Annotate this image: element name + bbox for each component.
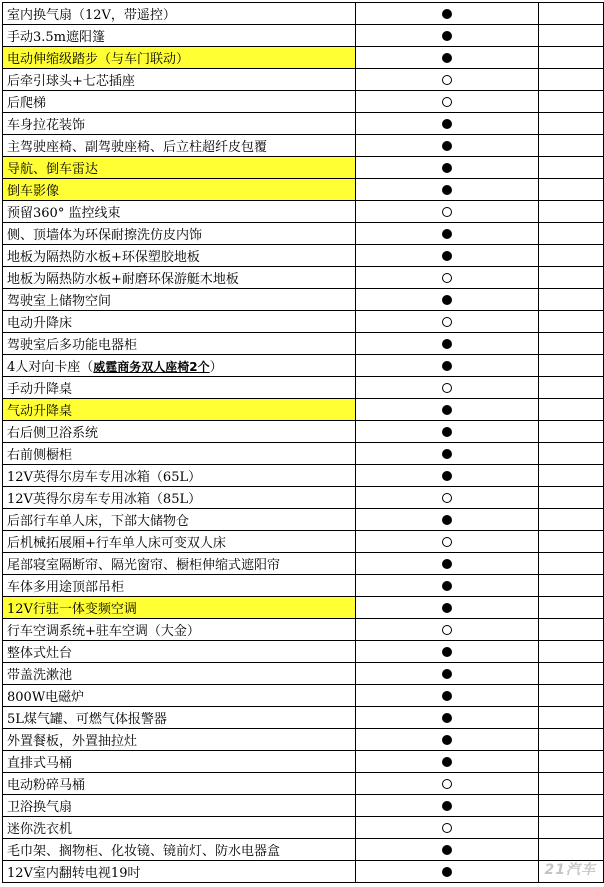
table-row	[3, 817, 604, 839]
empty-cell	[539, 25, 604, 47]
feature-text: 地板为隔热防水板+环保塑胶地板	[7, 250, 200, 265]
table-row	[3, 773, 604, 795]
availability-cell	[356, 157, 539, 179]
optional-circle-icon	[442, 317, 452, 327]
feature-label	[3, 289, 356, 311]
feature-text: 后牵引球头+七芯插座	[7, 74, 135, 89]
feature-label	[3, 663, 356, 685]
feature-label	[3, 223, 356, 245]
optional-circle-icon	[442, 383, 452, 393]
table-row	[3, 289, 604, 311]
feature-text: 毛巾架、搁物柜、化妆镜、镜前灯、防水电器盒	[7, 844, 281, 859]
table-row	[3, 135, 604, 157]
availability-cell	[356, 267, 539, 289]
availability-cell	[356, 333, 539, 355]
feature-label	[3, 267, 356, 289]
availability-cell	[356, 245, 539, 267]
table-row	[3, 421, 604, 443]
feature-label	[3, 575, 356, 597]
empty-cell	[539, 509, 604, 531]
availability-cell	[356, 531, 539, 553]
empty-cell	[539, 91, 604, 113]
empty-cell	[539, 575, 604, 597]
feature-label	[3, 157, 356, 179]
standard-dot-icon	[442, 185, 452, 195]
empty-cell	[539, 377, 604, 399]
table-row	[3, 685, 604, 707]
feature-label	[3, 333, 356, 355]
availability-cell	[356, 179, 539, 201]
table-row	[3, 553, 604, 575]
table-row	[3, 47, 604, 69]
standard-dot-icon	[442, 801, 452, 811]
feature-text: 12V室内翻转电视19吋	[7, 866, 141, 881]
feature-text: 5L煤气罐、可燃气体报警器	[7, 712, 167, 727]
table-row	[3, 267, 604, 289]
feature-label	[3, 443, 356, 465]
table-row	[3, 707, 604, 729]
empty-cell	[539, 487, 604, 509]
empty-cell	[539, 443, 604, 465]
empty-cell	[539, 179, 604, 201]
feature-text: 尾部寝室隔断帘、隔光窗帘、橱柜伸缩式遮阳帘	[7, 558, 281, 573]
feature-text: 行车空调系统+驻车空调（大金）	[7, 624, 200, 639]
availability-cell	[356, 641, 539, 663]
feature-label	[3, 465, 356, 487]
feature-text: 车身拉花装饰	[7, 118, 86, 133]
empty-cell	[539, 795, 604, 817]
empty-cell	[539, 553, 604, 575]
empty-cell	[539, 817, 604, 839]
feature-text: 侧、顶墙体为环保耐擦洗仿皮内饰	[7, 228, 203, 243]
table-row	[3, 729, 604, 751]
table-row	[3, 355, 604, 377]
standard-dot-icon	[442, 405, 452, 415]
feature-text: 导航、倒车雷达	[7, 162, 99, 177]
standard-dot-icon	[442, 845, 452, 855]
availability-cell	[356, 355, 539, 377]
availability-cell	[356, 817, 539, 839]
standard-dot-icon	[442, 427, 452, 437]
optional-circle-icon	[442, 75, 452, 85]
table-row	[3, 443, 604, 465]
optional-circle-icon	[442, 273, 452, 283]
empty-cell	[539, 47, 604, 69]
availability-cell	[356, 135, 539, 157]
watermark-logo: 21汽车	[544, 862, 596, 878]
table-row	[3, 575, 604, 597]
feature-label	[3, 135, 356, 157]
availability-cell	[356, 201, 539, 223]
table-row	[3, 333, 604, 355]
availability-cell	[356, 443, 539, 465]
table-row	[3, 179, 604, 201]
feature-text: 800W电磁炉	[7, 690, 85, 705]
feature-label	[3, 399, 356, 421]
feature-label	[3, 553, 356, 575]
empty-cell	[539, 399, 604, 421]
feature-suffix: ）	[209, 360, 223, 375]
optional-circle-icon	[442, 207, 452, 217]
table-row	[3, 157, 604, 179]
feature-text: 右后侧卫浴系统	[7, 426, 99, 441]
feature-text: 电动升降床	[7, 316, 73, 331]
table-row	[3, 663, 604, 685]
standard-dot-icon	[442, 647, 452, 657]
feature-text: 后部行车单人床，下部大储物仓	[7, 514, 190, 529]
feature-label	[3, 311, 356, 333]
standard-dot-icon	[442, 141, 452, 151]
availability-cell	[356, 751, 539, 773]
feature-label	[3, 245, 356, 267]
standard-dot-icon	[442, 53, 452, 63]
standard-dot-icon	[442, 9, 452, 19]
empty-cell	[539, 355, 604, 377]
feature-label	[3, 597, 356, 619]
empty-cell	[539, 113, 604, 135]
feature-label	[3, 25, 356, 47]
standard-dot-icon	[442, 559, 452, 569]
availability-cell	[356, 795, 539, 817]
feature-label	[3, 861, 356, 883]
empty-cell	[539, 289, 604, 311]
feature-text: 气动升降桌	[7, 404, 73, 419]
standard-dot-icon	[442, 339, 452, 349]
table-row	[3, 641, 604, 663]
empty-cell	[539, 531, 604, 553]
optional-circle-icon	[442, 493, 452, 503]
feature-text: 驾驶室上储物空间	[7, 294, 112, 309]
feature-text: 车体多用途顶部吊柜	[7, 580, 125, 595]
empty-cell	[539, 201, 604, 223]
empty-cell	[539, 685, 604, 707]
table-row	[3, 487, 604, 509]
table-row	[3, 399, 604, 421]
table-row	[3, 531, 604, 553]
empty-cell	[539, 707, 604, 729]
feature-label	[3, 817, 356, 839]
feature-emphasis: 威霆商务双人座椅2个	[93, 360, 210, 374]
feature-text: 电动伸缩级踏步（与车门联动）	[7, 52, 190, 67]
feature-label	[3, 707, 356, 729]
availability-cell	[356, 553, 539, 575]
empty-cell	[539, 3, 604, 25]
table-row	[3, 113, 604, 135]
availability-cell	[356, 91, 539, 113]
feature-text: 12V英得尔房车专用冰箱（85L）	[7, 492, 202, 507]
empty-cell	[539, 597, 604, 619]
standard-dot-icon	[442, 251, 452, 261]
feature-label	[3, 113, 356, 135]
feature-text: 右前侧橱柜	[7, 448, 73, 463]
table-row	[3, 465, 604, 487]
feature-text: 4人对向卡座（	[7, 360, 94, 375]
feature-text: 电动粉碎马桶	[7, 778, 86, 793]
availability-cell	[356, 311, 539, 333]
availability-cell	[356, 597, 539, 619]
empty-cell	[539, 135, 604, 157]
feature-text: 12V英得尔房车专用冰箱（65L）	[7, 470, 202, 485]
empty-cell	[539, 839, 604, 861]
availability-cell	[356, 861, 539, 883]
feature-text: 后爬梯	[7, 96, 47, 111]
empty-cell	[539, 663, 604, 685]
feature-label	[3, 685, 356, 707]
table-row	[3, 509, 604, 531]
availability-cell	[356, 685, 539, 707]
table-row	[3, 223, 604, 245]
empty-cell	[539, 421, 604, 443]
feature-label	[3, 729, 356, 751]
optional-circle-icon	[442, 779, 452, 789]
standard-dot-icon	[442, 735, 452, 745]
standard-dot-icon	[442, 669, 452, 679]
availability-cell	[356, 377, 539, 399]
table-row	[3, 3, 604, 25]
availability-cell	[356, 575, 539, 597]
standard-dot-icon	[442, 119, 452, 129]
feature-label	[3, 641, 356, 663]
standard-dot-icon	[442, 581, 452, 591]
table-row	[3, 795, 604, 817]
feature-text: 后机械拓展厢+行车单人床可变双人床	[7, 536, 226, 551]
availability-cell	[356, 465, 539, 487]
standard-dot-icon	[442, 449, 452, 459]
standard-dot-icon	[442, 515, 452, 525]
feature-text: 12V行驻一体变频空调	[7, 602, 137, 617]
feature-label	[3, 487, 356, 509]
empty-cell	[539, 245, 604, 267]
availability-cell	[356, 69, 539, 91]
table-row	[3, 597, 604, 619]
standard-dot-icon	[442, 229, 452, 239]
standard-dot-icon	[442, 295, 452, 305]
empty-cell	[539, 333, 604, 355]
empty-cell	[539, 223, 604, 245]
feature-label	[3, 377, 356, 399]
feature-text: 卫浴换气扇	[7, 800, 73, 815]
feature-label	[3, 795, 356, 817]
empty-cell	[539, 267, 604, 289]
availability-cell	[356, 663, 539, 685]
feature-label	[3, 751, 356, 773]
table-row	[3, 69, 604, 91]
feature-label	[3, 421, 356, 443]
availability-cell	[356, 223, 539, 245]
availability-cell	[356, 113, 539, 135]
empty-cell	[539, 157, 604, 179]
feature-label	[3, 839, 356, 861]
feature-text: 手动升降桌	[7, 382, 73, 397]
table-row	[3, 751, 604, 773]
feature-text: 外置餐板，外置抽拉灶	[7, 734, 138, 749]
empty-cell	[539, 751, 604, 773]
table-row	[3, 619, 604, 641]
feature-label	[3, 3, 356, 25]
empty-cell	[539, 729, 604, 751]
feature-label	[3, 355, 356, 377]
availability-cell	[356, 619, 539, 641]
feature-text: 预留360° 监控线束	[7, 206, 121, 221]
empty-cell	[539, 619, 604, 641]
standard-dot-icon	[442, 31, 452, 41]
empty-cell	[539, 773, 604, 795]
availability-cell	[356, 509, 539, 531]
feature-label	[3, 773, 356, 795]
feature-text: 倒车影像	[7, 184, 60, 199]
feature-label	[3, 91, 356, 113]
table-row	[3, 25, 604, 47]
feature-label	[3, 531, 356, 553]
standard-dot-icon	[442, 757, 452, 767]
feature-text: 主驾驶座椅、副驾驶座椅、后立柱超纤皮包覆	[7, 140, 268, 155]
optional-circle-icon	[442, 823, 452, 833]
feature-text: 地板为隔热防水板+耐磨环保游艇木地板	[7, 272, 239, 287]
table-row	[3, 377, 604, 399]
availability-cell	[356, 3, 539, 25]
feature-label	[3, 179, 356, 201]
table-row	[3, 861, 604, 883]
feature-label	[3, 47, 356, 69]
availability-cell	[356, 487, 539, 509]
availability-cell	[356, 421, 539, 443]
empty-cell	[539, 465, 604, 487]
feature-text: 直排式马桶	[7, 756, 73, 771]
feature-text: 迷你洗衣机	[7, 822, 73, 837]
table-row	[3, 91, 604, 113]
standard-dot-icon	[442, 603, 452, 613]
availability-cell	[356, 729, 539, 751]
empty-cell	[539, 69, 604, 91]
table-row	[3, 839, 604, 861]
optional-circle-icon	[442, 625, 452, 635]
availability-cell	[356, 289, 539, 311]
standard-dot-icon	[442, 713, 452, 723]
feature-text: 带盖洗漱池	[7, 668, 73, 683]
standard-dot-icon	[442, 361, 452, 371]
availability-cell	[356, 399, 539, 421]
availability-cell	[356, 25, 539, 47]
availability-cell	[356, 839, 539, 861]
availability-cell	[356, 773, 539, 795]
availability-cell	[356, 47, 539, 69]
feature-text: 驾驶室后多功能电器柜	[7, 338, 138, 353]
feature-label	[3, 69, 356, 91]
optional-circle-icon	[442, 537, 452, 547]
standard-dot-icon	[442, 163, 452, 173]
table-row	[3, 311, 604, 333]
table-row	[3, 245, 604, 267]
empty-cell	[539, 311, 604, 333]
feature-text: 室内换气扇（12V，带遥控）	[7, 8, 176, 23]
feature-text: 手动3.5m遮阳篷	[7, 30, 106, 45]
standard-dot-icon	[442, 471, 452, 481]
feature-text: 整体式灶台	[7, 646, 73, 661]
standard-dot-icon	[442, 691, 452, 701]
availability-cell	[356, 707, 539, 729]
optional-circle-icon	[442, 97, 452, 107]
standard-dot-icon	[442, 867, 452, 877]
spec-table	[2, 2, 604, 883]
feature-label	[3, 619, 356, 641]
feature-label	[3, 509, 356, 531]
table-row	[3, 201, 604, 223]
feature-label	[3, 201, 356, 223]
empty-cell	[539, 641, 604, 663]
